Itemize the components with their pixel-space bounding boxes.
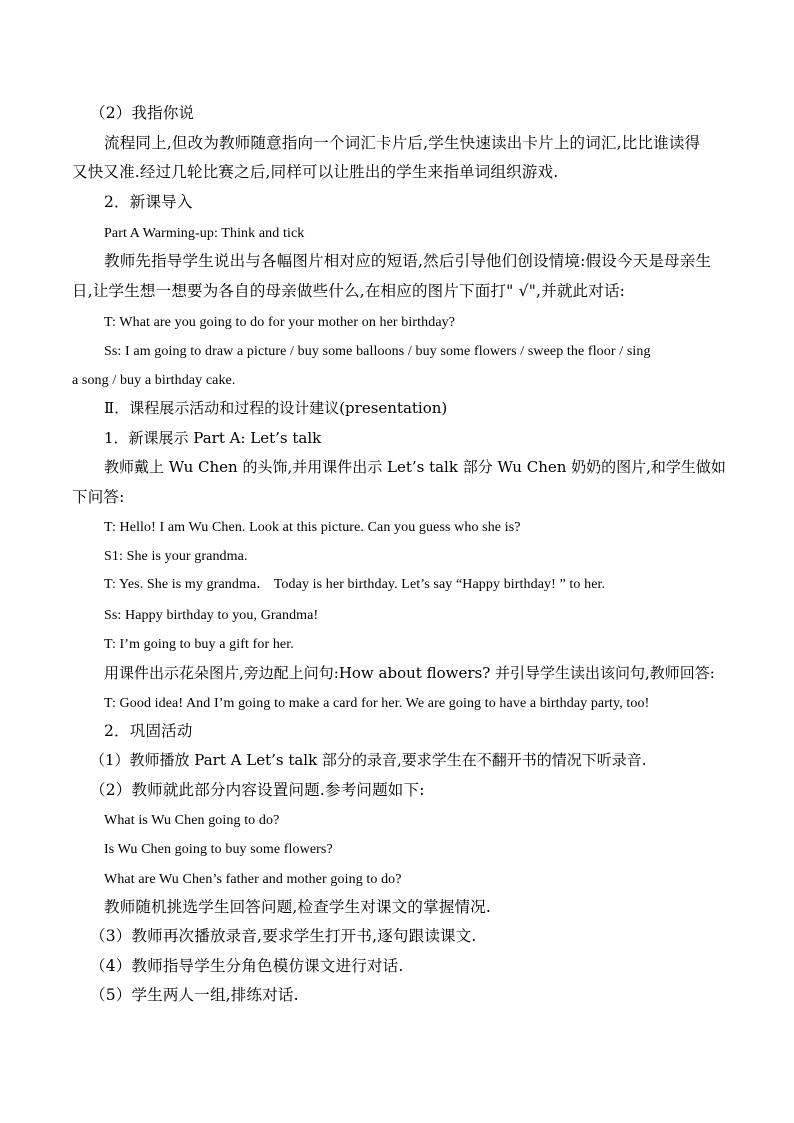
paragraph-line: 流程同上,但改为教师随意指向一个词汇卡片后,学生快速读出卡片上的词汇,比比谁读得 xyxy=(104,134,701,152)
dialogue-line: a song / buy a birthday cake. xyxy=(72,373,236,388)
dialogue-line: T: Good idea! And I’m going to make a card for her. We are going to have a birthday party, too! xyxy=(104,696,650,711)
paragraph-line: 用课件出示花朵图片,旁边配上问句:How about flowers? 并引导学生读出该问句,教师回答: xyxy=(104,664,715,682)
subsection-heading: （2）我指你说 xyxy=(90,104,195,122)
english-line: Part A Warming-up: Think and tick xyxy=(104,226,305,241)
step-line: （3）教师再次播放录音,要求学生打开书,逐句跟读课文. xyxy=(90,927,477,945)
step-line: （5）学生两人一组,排练对话. xyxy=(90,986,299,1004)
paragraph-line: 教师戴上 Wu Chen 的头饰,并用课件出示 Let’s talk 部分 Wu Chen 奶奶的图片,和学生做如 xyxy=(104,458,726,476)
paragraph-line: 教师随机挑选学生回答问题,检查学生对课文的掌握情况. xyxy=(104,898,492,916)
question-line: What is Wu Chen going to do? xyxy=(104,813,280,828)
step-line: （4）教师指导学生分角色模仿课文进行对话. xyxy=(90,957,404,975)
dialogue-line: T: Yes. She is my grandma． Today is her birthday. Let’s say “Happy birthday! ” to her. xyxy=(104,577,606,592)
dialogue-line: S1: She is your grandma. xyxy=(104,549,248,564)
paragraph-line: 日,让学生想一想要为各自的母亲做些什么,在相应的图片下面打" √",并就此对话: xyxy=(72,282,626,300)
section-heading: 2．巩固活动 xyxy=(104,722,193,740)
paragraph-line: 教师先指导学生说出与各幅图片相对应的短语,然后引导他们创设情境:假设今天是母亲生 xyxy=(104,252,712,270)
question-line: What are Wu Chen’s father and mother going to do? xyxy=(104,872,402,887)
paragraph-line: 下问答: xyxy=(72,488,125,506)
paragraph-line: 又快又准.经过几轮比赛之后,同样可以让胜出的学生来指单词组织游戏. xyxy=(72,163,559,181)
section-heading: 1．新课展示 Part A: Let’s talk xyxy=(104,429,322,447)
step-line: （2）教师就此部分内容设置问题.参考问题如下: xyxy=(90,781,425,799)
step-line: （1）教师播放 Part A Let’s talk 部分的录音,要求学生在不翻开书的情况下听录音. xyxy=(90,751,647,769)
dialogue-line: Ss: I am going to draw a picture / buy some balloons / buy some flowers / sweep the floor / sing xyxy=(104,344,651,359)
section-heading: Ⅱ．课程展示活动和过程的设计建议(presentation) xyxy=(104,399,448,417)
section-heading: 2．新课导入 xyxy=(104,193,193,211)
dialogue-line: T: What are you going to do for your mother on her birthday? xyxy=(104,315,456,330)
dialogue-line: T: I’m going to buy a gift for her. xyxy=(104,637,294,652)
question-line: Is Wu Chen going to buy some flowers? xyxy=(104,842,333,857)
dialogue-line: T: Hello! I am Wu Chen. Look at this picture. Can you guess who she is? xyxy=(104,520,521,535)
dialogue-line: Ss: Happy birthday to you, Grandma! xyxy=(104,608,319,623)
